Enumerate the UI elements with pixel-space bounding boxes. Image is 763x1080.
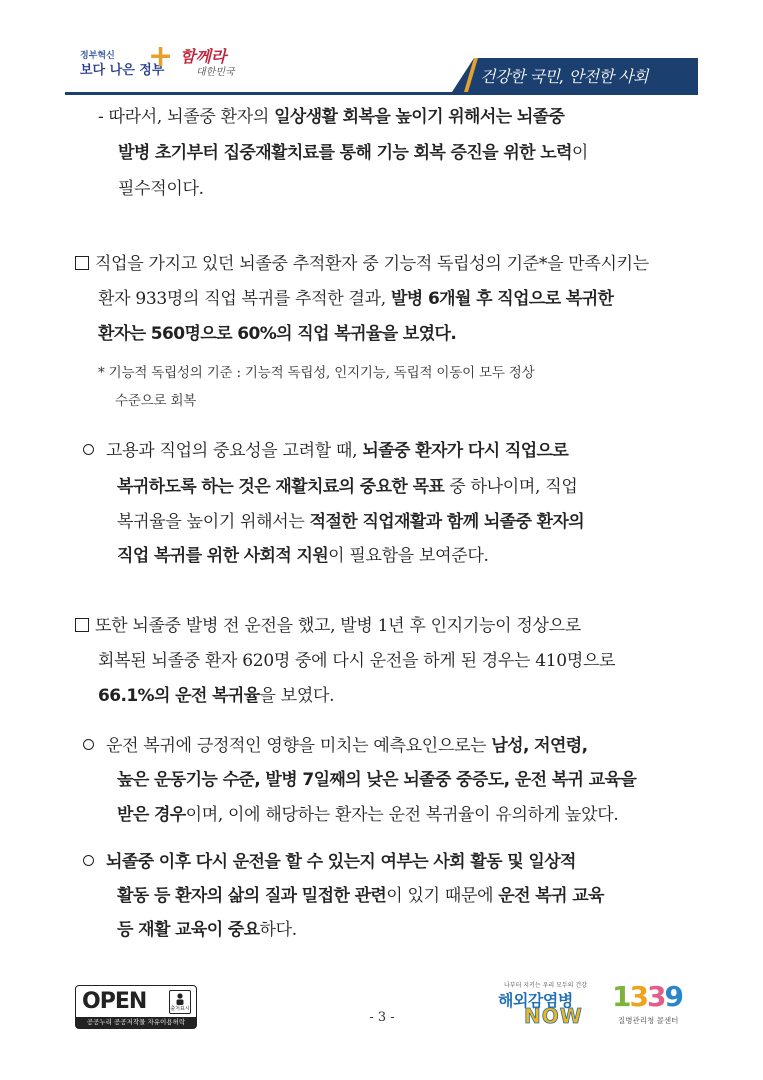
government-innovation-logo (80, 39, 174, 82)
paragraph-driving-line2: 회복된 뇌졸중 환자 620명 중에 다시 운전을 하게 된 경우는 410명으로 (98, 651, 616, 671)
header-divider (65, 92, 698, 95)
hotline-digit: 3 (629, 980, 647, 1013)
paragraph-job-return-line2: 환자 933명의 직업 복귀를 추적한 결과, 발병 6개월 후 직업으로 복귀한 (98, 289, 614, 309)
square-bullet-icon (75, 618, 89, 632)
paragraph-rehab-education-line1: 뇌졸중 이후 다시 운전을 할 수 있는지 여부는 사회 활동 및 일상적 (83, 850, 576, 874)
slogan-text: 건강한 국민, 안전한 사회 (480, 67, 648, 86)
circle-bullet-icon (83, 444, 94, 455)
open-wordmark: OPEN (82, 989, 147, 1014)
together-logo-line1: 함께라 (180, 47, 227, 66)
hotline-number (612, 980, 682, 1013)
kdca-1339-call-center-logo (612, 980, 694, 1030)
paragraph-driving-line3: 66.1%의 운전 복귀율을 보였다. (98, 686, 335, 706)
footnote-line2: 수준으로 회복 (115, 393, 197, 409)
paragraph-job-return-line3: 환자는 560명으로 60%의 직업 복귀율을 보였다. (98, 324, 457, 344)
page-number: - 3 - (369, 1010, 395, 1025)
page-header (0, 0, 763, 100)
govt-logo-line1: 정부혁신 (80, 51, 115, 61)
paragraph-driving-line1: 또한 뇌졸중 발병 전 운전을 했고, 발병 1년 후 인지기능이 정상으로 (75, 614, 581, 638)
paragraph-conclusion-line1: - 따라서, 뇌졸중 환자의 일상생활 회복을 높이기 위해서는 뇌졸중 (98, 107, 565, 127)
paragraph-predictors-line1: 운전 복귀에 긍정적인 영향을 미치는 예측요인으로는 남성, 저연령, (83, 734, 587, 758)
open-license-caption: 공공누리 공공저작물 자유이용허락 (76, 1017, 196, 1028)
paragraph-predictors-line2: 높은 운동기능 수준, 발병 7일째의 낮은 뇌졸중 중증도, 운전 복귀 교육을 (117, 770, 637, 790)
now-logo-word: NOW (524, 1004, 583, 1028)
paragraph-employment-line4: 직업 복귀를 위한 사회적 지원이 필요함을 보여준다. (117, 546, 489, 566)
footnote-line1: * 기능적 독립성의 기준 : 기능적 독립성, 인지기능, 독립적 이동이 모두 정상 (98, 365, 535, 381)
hotline-caption: 질병관리청 콜센터 (618, 1016, 679, 1025)
circle-bullet-icon (83, 739, 94, 750)
overseas-infection-now-logo (498, 980, 606, 1030)
together-logo-line2: 대한민국 (196, 67, 235, 78)
person-icon (170, 992, 190, 1006)
paragraph-rehab-education-line2: 활동 등 환자의 삶의 질과 밀접한 관련이 있기 때문에 운전 복귀 교육 (117, 886, 604, 906)
paragraph-employment-line3: 복귀율을 높이기 위해서는 적절한 직업재활과 함께 뇌졸중 환자의 (117, 512, 585, 532)
hotline-digit: 1 (612, 980, 630, 1013)
square-bullet-icon (75, 256, 89, 270)
hotline-digit: 3 (646, 980, 665, 1013)
paragraph-conclusion-line2: 발병 초기부터 집중재활치료를 통해 기능 회복 증진을 위한 노력이 (118, 143, 589, 163)
paragraph-employment-line1: 고용과 직업의 중요성을 고려할 때, 뇌졸중 환자가 다시 직업으로 (83, 439, 568, 463)
circle-bullet-icon (83, 855, 94, 866)
attribution-badge-label: 출처표시 (170, 1006, 190, 1012)
paragraph-job-return-line1: 직업을 가지고 있던 뇌졸중 추적환자 중 기능적 독립성의 기준*을 만족시키는 (75, 252, 649, 276)
paragraph-employment-line2: 복귀하도록 하는 것은 재활치료의 중요한 목표 중 하나이며, 직업 (117, 477, 578, 497)
paragraph-predictors-line3: 받은 경우이며, 이에 해당하는 환자는 운전 복귀율이 유의하게 높았다. (117, 805, 619, 825)
paragraph-rehab-education-line3: 등 재활 교육이 중요하다. (117, 920, 297, 940)
plus-icon: + (148, 39, 174, 74)
now-logo-title: 해외감염병 (498, 991, 573, 1010)
hotline-digit: 9 (664, 980, 682, 1013)
together-korea-logo (176, 44, 256, 84)
now-logo-tagline: 나부터 지키는 우리 모두의 건강 (504, 982, 587, 989)
kogl-open-license-logo (75, 985, 197, 1029)
paragraph-conclusion-line3: 필수적이다. (118, 179, 204, 199)
slogan-banner (452, 58, 698, 92)
attribution-badge-icon (169, 990, 191, 1014)
govt-logo-line2: 보다 나은 정부 (80, 63, 165, 78)
